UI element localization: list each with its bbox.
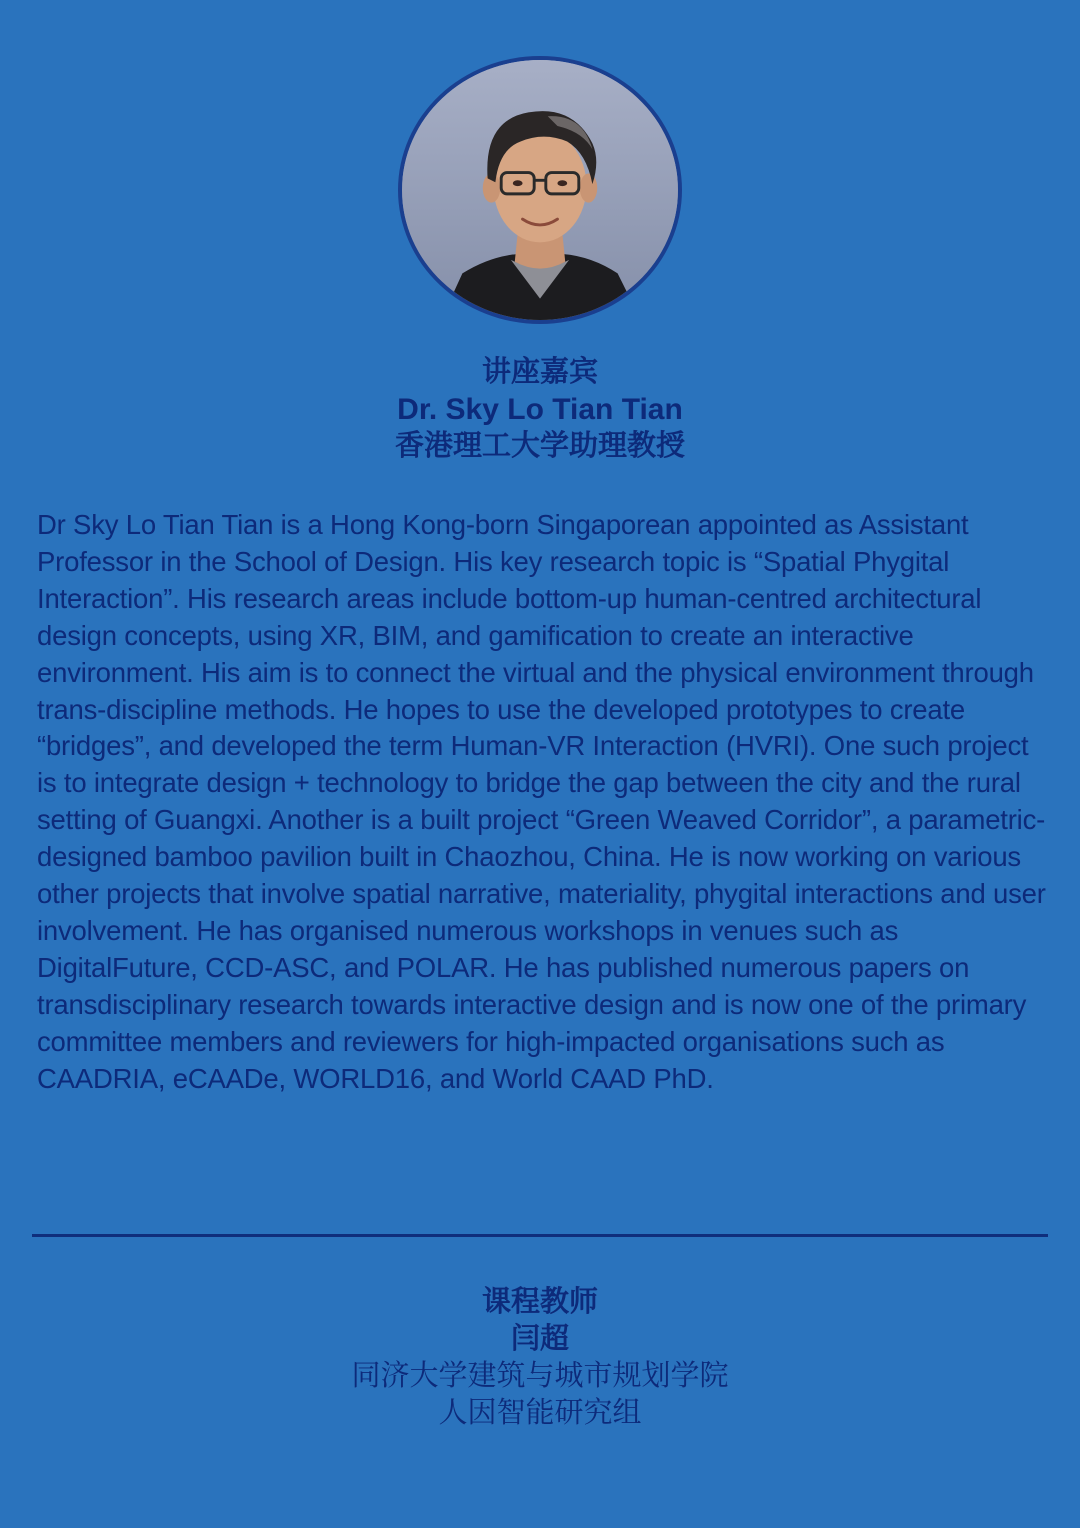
speaker-title: 香港理工大学助理教授 bbox=[394, 430, 685, 462]
instructor-role-label: 课程教师 bbox=[481, 1286, 598, 1318]
instructor-research-group: 人因智能研究组 bbox=[438, 1397, 642, 1429]
instructor-info bbox=[0, 1284, 1080, 1432]
speaker-role-label: 讲座嘉宾 bbox=[481, 356, 598, 388]
speaker-name: Dr. Sky Lo Tian Tian bbox=[397, 393, 683, 426]
instructor-organization: 同济大学建筑与城市规划学院 bbox=[351, 1360, 729, 1392]
portrait-image bbox=[402, 60, 678, 320]
speaker-portrait bbox=[398, 56, 682, 324]
speaker-bio: Dr Sky Lo Tian Tian is a Hong Kong-born Singaporean appointed as Assistant Professor in the School of Design. His key research topic is “Spatial Phygital Interaction”. His research areas include bottom-up human-centred architectural design concepts, using XR, BIM, and gamification to create an interactive environment. His aim is to connect the virtual and the physical environment through trans-discipline methods. He hopes to use the developed prototypes to create “bridges”, and developed the term Human-VR Interaction (HVRI). One such project is to integrate design + technology to bridge the gap between the city and the rural setting of Guangxi. Another is a built project “Green Weaved Corridor”, a parametric-designed bamboo pavilion built in Chaozhou, China. He is now working on various other projects that involve spatial narrative, materiality, phygital interactions and user involvement. He has organised numerous workshops in venues such as DigitalFuture, CCD-ASC, and POLAR. He has published numerous papers on transdisciplinary research towards interactive design and is now one of the primary committee members and reviewers for high-impacted organisations such as CAADRIA, eCAADe, WORLD16, and World CAAD PhD. bbox=[37, 509, 1046, 1094]
instructor-name: 闫超 bbox=[510, 1323, 569, 1355]
section-divider bbox=[32, 1234, 1048, 1237]
speaker-info bbox=[0, 354, 1080, 465]
